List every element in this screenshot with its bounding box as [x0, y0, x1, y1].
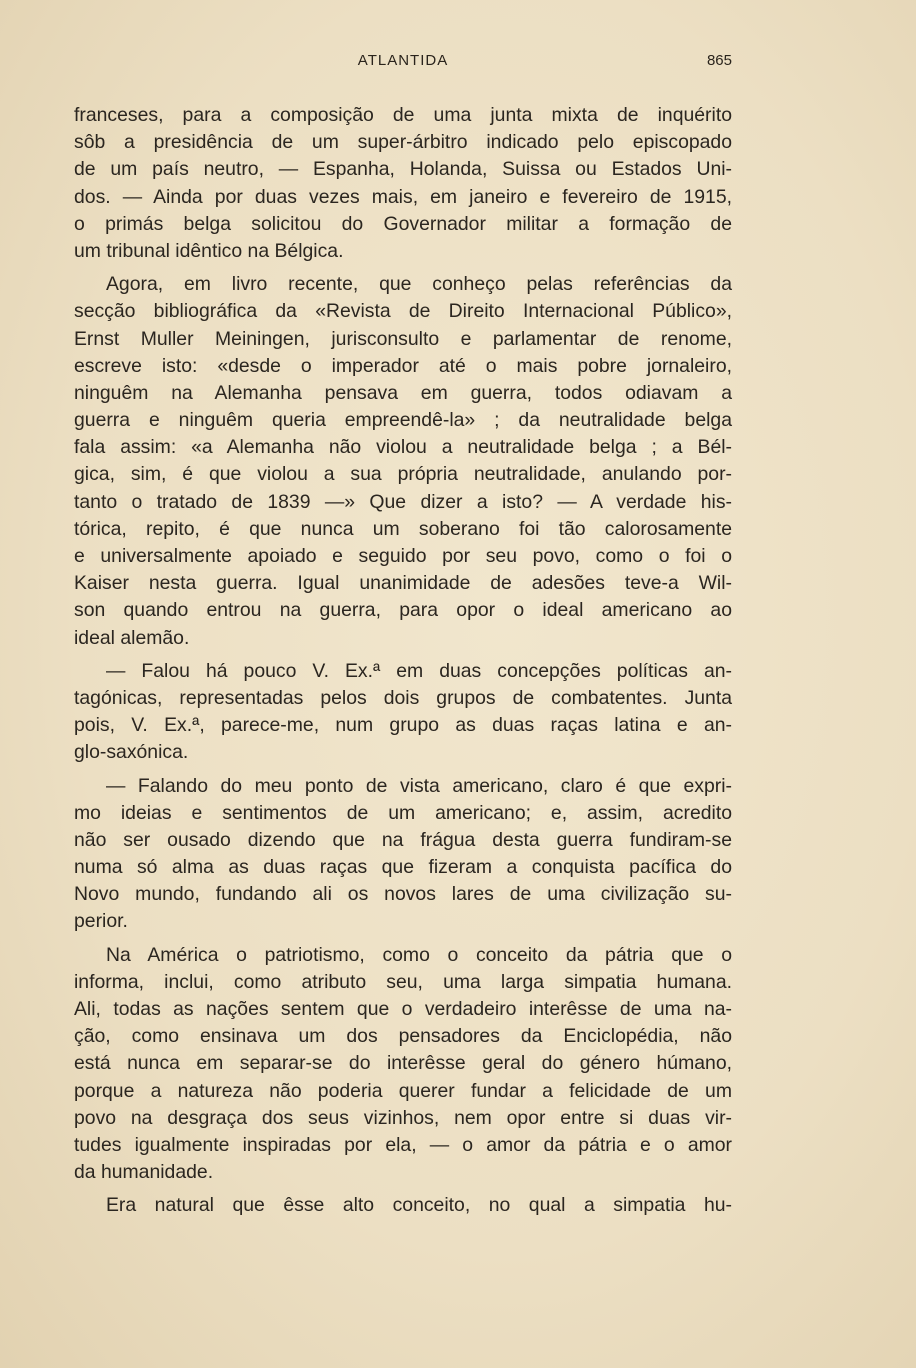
text-line: tanto o tratado de 1839 —» Que dizer a isto? — A verdade his-	[74, 490, 732, 513]
text-line: pois, V. Ex.ª, parece-me, num grupo as duas raças latina e an-	[74, 714, 732, 737]
paragraph	[74, 658, 732, 767]
text-line: o primás belga solicitou do Governador militar a formação de	[74, 212, 732, 235]
text-line: perior.	[74, 910, 128, 933]
running-title: ATLANTIDA	[357, 52, 449, 69]
text-line: povo na desgraça dos seus vizinhos, nem opor entre si duas vir-	[74, 1106, 732, 1129]
text-line: mo ideias e sentimentos de um americano; e, assim, acredito	[74, 801, 732, 824]
paragraph	[74, 102, 732, 265]
text-line: Novo mundo, fundando ali os novos lares de uma civilização su-	[74, 883, 732, 906]
text-line: Ali, todas as nações sentem que o verdadeiro interêsse de uma na-	[74, 998, 732, 1020]
text-line: dos. — Ainda por duas vezes mais, em janeiro e fevereiro de 1915,	[74, 185, 732, 208]
text-line: glo-saxónica.	[74, 741, 189, 764]
text-line: Kaiser nesta guerra. Igual unanimidade de adesões teve-a Wil-	[74, 572, 732, 595]
paragraph	[74, 773, 732, 936]
text-line: não ser ousado dizendo que na frágua desta guerra fundiram-se	[74, 828, 732, 851]
paragraph	[74, 271, 732, 652]
text-line: — Falando do meu ponto de vista americano, claro é que expri-	[106, 774, 732, 797]
text-line: informa, inclui, como atributo seu, uma larga simpatia humana.	[74, 970, 732, 993]
text-line: está nunca em separar-se do interêsse geral do género húmano,	[74, 1052, 732, 1075]
paragraph	[74, 942, 732, 1187]
text-line: tórica, repito, é que nunca um soberano foi tão calorosamente	[74, 517, 732, 540]
running-header	[74, 52, 732, 76]
text-line: ideal alemão.	[74, 626, 190, 649]
text-line: gica, sim, é que violou a sua própria neutralidade, anulando por-	[74, 463, 732, 486]
text-line: numa só alma as duas raças que fizeram a conquista pacífica do	[74, 856, 732, 879]
text-line: tagónicas, representadas pelos dois grupos de combatentes. Junta	[74, 686, 732, 709]
text-line: da humanidade.	[74, 1161, 214, 1184]
text-line: porque a natureza não poderia querer fundar a felicidade de um	[74, 1079, 732, 1102]
body-text	[74, 102, 732, 1220]
text-line: ção, como ensinava um dos pensadores da Enciclopédia, não	[74, 1025, 732, 1048]
text-line: ninguêm na Alemanha pensava em guerra, todos odiavam a	[74, 381, 732, 404]
text-line: Era natural que êsse alto conceito, no qual a simpatia hu-	[106, 1194, 732, 1217]
text-line: de um país neutro, — Espanha, Holanda, Suissa ou Estados Uni-	[74, 158, 732, 181]
text-line: tudes igualmente inspiradas por ela, — o amor da pátria e o amor	[74, 1133, 732, 1156]
paragraph	[74, 1192, 732, 1219]
text-line: um tribunal idêntico na Bélgica.	[74, 239, 344, 262]
text-line: — Falou há pouco V. Ex.ª em duas concepções políticas an-	[106, 659, 732, 682]
text-line: sôb a presidência de um super-árbitro indicado pelo episcopado	[74, 131, 732, 154]
text-line: e universalmente apoiado e seguido por seu povo, como o foi o	[74, 545, 732, 567]
page-number: 865	[706, 52, 732, 69]
text-line: Agora, em livro recente, que conheço pelas referências da	[106, 273, 732, 296]
text-line: son quando entrou na guerra, para opor o ideal americano ao	[74, 599, 732, 622]
text-line: Ernst Muller Meiningen, jurisconsulto e parlamentar de renome,	[74, 327, 732, 350]
text-line: guerra e ninguêm queria empreendê-la» ; da neutralidade belga	[74, 409, 732, 432]
text-line: franceses, para a composição de uma junta mixta de inquérito	[74, 104, 732, 126]
text-line: escreve isto: «desde o imperador até o mais pobre jornaleiro,	[74, 354, 732, 377]
text-line: secção bibliográfica da «Revista de Direito Internacional Público»,	[74, 300, 732, 323]
text-line: Na América o patriotismo, como o conceito da pátria que o	[106, 943, 732, 966]
text-line: fala assim: «a Alemanha não violou a neutralidade belga ; a Bél-	[74, 436, 732, 459]
